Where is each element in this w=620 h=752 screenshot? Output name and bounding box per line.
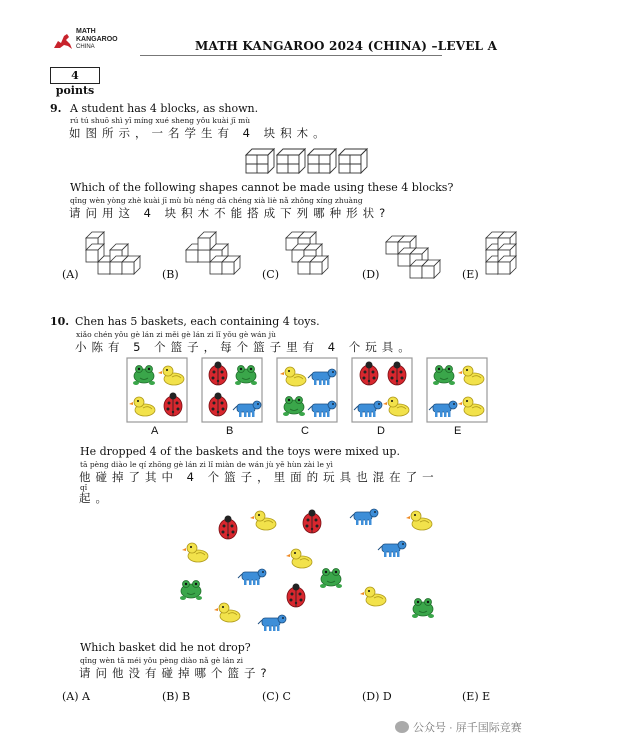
q10-option-c[interactable]: (C) C [262, 690, 291, 703]
logo-line-2: KANGAROO [76, 36, 118, 43]
q9-option-e[interactable]: (E) [462, 268, 479, 281]
footer-watermark [395, 719, 522, 735]
q9-question: Which of the following shapes cannot be made using these 4 blocks? [70, 181, 454, 194]
block-3 [308, 149, 336, 173]
q10-chinese-1: 小陈有 5 个篮子，每个篮子里有 4 个玩具。 [75, 340, 415, 354]
q10-baskets [125, 356, 495, 424]
q9-text: A student has 4 blocks, as shown. [70, 102, 259, 115]
q10-option-a[interactable]: (A) A [62, 690, 90, 703]
q10-chinese-3: 起。 [79, 491, 112, 505]
q9-chinese-1: 如图所示，一名学生有 4 块积木。 [69, 126, 330, 140]
q10-chinese-2: 他碰掉了其中 4 个篮子，里面的玩具也混在了一 [79, 470, 439, 484]
basket-label-b: B [226, 425, 234, 437]
shape-d [386, 236, 440, 278]
q10-option-e[interactable]: (E) E [462, 690, 491, 703]
q9-option-b[interactable]: (B) [162, 268, 179, 281]
q9-pinyin-1: rú tú shuō shì yī míng xué sheng yǒu kuài jī mù [70, 116, 251, 125]
basket-d [352, 358, 412, 422]
q9-option-a[interactable]: (A) [62, 268, 79, 281]
q10-pinyin-2: tā pèng diào le qí zhōng gè lán zi lǐ miàn de wán jù yě hùn zài le yì [80, 460, 333, 469]
logo [52, 27, 142, 53]
q9-blocks-figure [244, 143, 374, 177]
block-2 [277, 149, 305, 173]
basket-e [427, 358, 487, 422]
watermark-text: 公众号 · 屏千国际竞赛 [413, 722, 522, 734]
basket-label-e: E [454, 425, 462, 437]
basket-a [127, 358, 187, 422]
q10-mixed-toys [170, 500, 450, 635]
q10-pinyin-3: qǐ [80, 483, 88, 492]
q10-chinese-4: 请问他没有碰掉哪个篮子? [79, 666, 272, 680]
q10-question: Which basket did he not drop? [80, 641, 251, 654]
q10-option-d[interactable]: (D) D [362, 690, 392, 703]
basket-c [277, 358, 337, 422]
q10-number: 10. [50, 315, 70, 328]
q9-chinese-2: 请问用这 4 块积木不能搭成下列哪种形状? [69, 206, 391, 220]
page-title: MATH KANGAROO 2024 (CHINA) –LEVEL A [195, 39, 498, 53]
q10-text: Chen has 5 baskets, each containing 4 toys. [75, 315, 320, 328]
logo-line-3: CHINA [76, 44, 95, 50]
basket-label-d: D [377, 425, 385, 437]
q9-number: 9. [50, 102, 62, 115]
q9-option-c[interactable]: (C) [262, 268, 279, 281]
wechat-icon [395, 721, 409, 733]
shape-b [186, 232, 240, 274]
q9-option-d[interactable]: (D) [362, 268, 380, 281]
shape-e [486, 232, 516, 274]
header-divider [140, 55, 442, 56]
kangaroo-logo-icon [52, 31, 74, 51]
q10-text-2: He dropped 4 of the baskets and the toys were mixed up. [80, 445, 400, 458]
basket-label-a: A [151, 425, 159, 437]
shape-c [286, 232, 328, 274]
points-badge: 4 points [50, 67, 100, 84]
q9-pinyin-2: qǐng wèn yòng zhè kuài jī mù bù néng dā chéng xià liè nǎ zhǒng xíng zhuàng [70, 196, 363, 205]
q10-option-b[interactable]: (B) B [162, 690, 191, 703]
block-1 [246, 149, 274, 173]
shape-a [86, 232, 140, 274]
basket-b [202, 358, 262, 422]
q9-option-shapes [60, 228, 530, 286]
block-4 [339, 149, 367, 173]
basket-label-c: C [301, 425, 309, 437]
q10-pinyin-4: qǐng wèn tā méi yǒu pèng diào nǎ gè lán zi [80, 656, 244, 665]
logo-line-1: MATH [76, 28, 96, 35]
q10-pinyin-1: xiǎo chén yǒu gè lán zi měi gè lán zi lǐ yǒu gè wán jù [76, 330, 276, 339]
